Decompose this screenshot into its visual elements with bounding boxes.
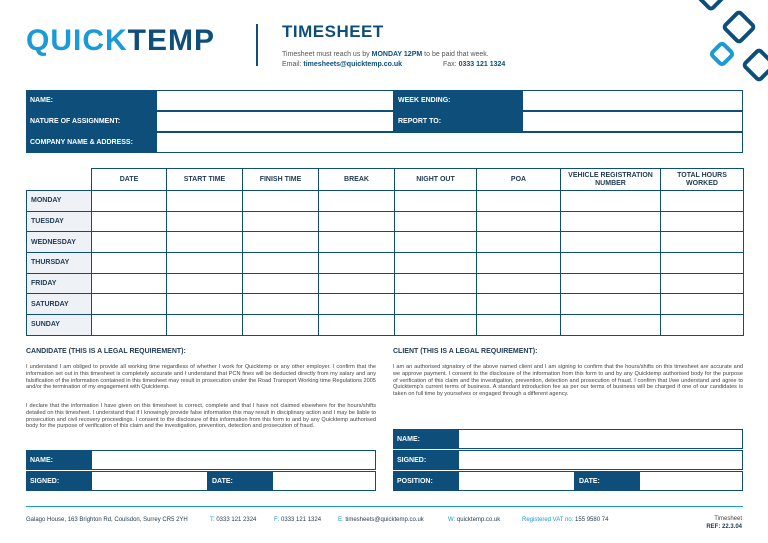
client-date-label: DATE: (575, 471, 639, 491)
table-cell[interactable] (167, 191, 243, 212)
table-cell[interactable] (477, 191, 561, 212)
footer-email (338, 517, 424, 523)
col-vehicle-reg: VEHICLE REGISTRATION NUMBER (561, 169, 661, 191)
candidate-para-1: I understand I am obliged to provide all working time regardless of whether I work for Quicktemp or any other employer. I confirm that the information set out in this timesheet is completely accurate and I understand that PCN fines will be deducted directly from my salary and any falsification of the information contained in this timesheet may result in prosecution under the Road Transport Working time Regulations 2005 and/or the termination of my engagement with Quicktemp. (26, 364, 376, 391)
table-cell[interactable] (243, 294, 319, 315)
table-cell[interactable] (661, 315, 744, 336)
col-break: BREAK (319, 169, 395, 191)
table-cell[interactable] (167, 253, 243, 274)
client-date-field[interactable] (639, 471, 743, 491)
table-row (27, 294, 744, 315)
table-cell[interactable] (243, 253, 319, 274)
client-signed-row (393, 450, 743, 470)
client-name-label: NAME: (393, 429, 458, 449)
week-ending-label: WEEK ENDING: (394, 90, 522, 111)
client-name-field[interactable] (458, 429, 743, 449)
table-cell[interactable] (243, 273, 319, 294)
table-cell[interactable] (395, 253, 477, 274)
page-title: TIMESHEET (282, 22, 384, 41)
footer-tel-label: T: (210, 517, 215, 523)
nature-field[interactable] (156, 111, 394, 132)
decor-square-1 (695, 0, 726, 13)
client-signed-label: SIGNED: (393, 450, 458, 470)
deadline-day: MONDAY 12PM (371, 51, 423, 58)
table-cell[interactable] (167, 273, 243, 294)
table-row (27, 253, 744, 274)
footer-web-label: W: (448, 517, 456, 523)
table-cell[interactable] (661, 253, 744, 274)
info-row-company (26, 132, 743, 153)
table-row (27, 232, 744, 253)
day-label: WEDNESDAY (27, 232, 92, 253)
footer-web (448, 517, 500, 523)
deadline-note (282, 51, 489, 58)
table-cell[interactable] (561, 315, 661, 336)
table-cell[interactable] (243, 315, 319, 336)
company-label: COMPANY NAME & ADDRESS: (26, 132, 156, 153)
candidate-signed-row (26, 471, 376, 491)
footer-address: Galago House, 163 Brighton Rd, Coulsdon, Surrey CR5 2YH (26, 517, 188, 523)
table-cell[interactable] (167, 232, 243, 253)
week-ending-field[interactable] (522, 90, 743, 111)
quicktemp-logo (26, 26, 215, 56)
table-cell[interactable] (561, 232, 661, 253)
table-cell[interactable] (477, 211, 561, 232)
table-cell[interactable] (561, 253, 661, 274)
header-email-value: timesheets@quicktemp.co.uk (303, 61, 403, 68)
logo-quick: QUICK (26, 24, 128, 57)
table-cell[interactable] (319, 211, 395, 232)
logo-temp: TEMP (127, 24, 216, 57)
report-to-label: REPORT TO: (394, 111, 522, 132)
col-date: DATE (92, 169, 167, 191)
table-cell[interactable] (92, 273, 167, 294)
table-cell[interactable] (561, 294, 661, 315)
table-row (27, 273, 744, 294)
footer-divider (26, 506, 743, 507)
info-row-name (26, 90, 743, 111)
candidate-para-2: I declare that the information I have given on this timesheet is correct, complete and that I have not claimed elsewhere for the hours/shifts detailed on this timesheet. I understand that if I knowingly provide false information this may result in disciplinary action and I may be liable to prosecution and civil recovery proceedings. I consent to the disclosure of this information from this form to and by any Quicktemp authorised body for the purpose of verification of this claim and the investigation, prevention, detection and prosecution of fraud. (26, 403, 376, 430)
client-position-label: POSITION: (393, 471, 458, 491)
table-cell[interactable] (661, 211, 744, 232)
day-label: FRIDAY (27, 273, 92, 294)
footer-vat-label: Registered VAT no: (522, 517, 574, 523)
header-email (282, 61, 402, 68)
col-finish-time: FINISH TIME (243, 169, 319, 191)
client-title: CLIENT (THIS IS A LEGAL REQUIREMENT): (393, 348, 538, 355)
table-cell[interactable] (477, 315, 561, 336)
table-cell[interactable] (477, 273, 561, 294)
client-name-row (393, 429, 743, 449)
deadline-pre: Timesheet must reach us by (282, 51, 370, 58)
col-poa: POA (477, 169, 561, 191)
col-total-hours: TOTAL HOURS WORKED (661, 169, 744, 191)
day-label: SATURDAY (27, 294, 92, 315)
footer-ref-value: REF: 22.3.04 (706, 523, 742, 530)
day-label: TUESDAY (27, 211, 92, 232)
candidate-title: CANDIDATE (THIS IS A LEGAL REQUIREMENT): (26, 348, 186, 355)
table-cell[interactable] (92, 315, 167, 336)
decor-square-4 (741, 47, 768, 84)
candidate-name-row (26, 450, 376, 470)
table-cell[interactable] (395, 211, 477, 232)
client-signed-field[interactable] (458, 450, 743, 470)
table-cell[interactable] (92, 232, 167, 253)
name-label: NAME: (26, 90, 156, 111)
table-cell[interactable] (661, 232, 744, 253)
header-fax-label: Fax: (443, 61, 457, 68)
table-cell[interactable] (92, 294, 167, 315)
footer-fax (274, 517, 321, 523)
decor-square-3 (708, 40, 736, 68)
table-cell[interactable] (561, 191, 661, 212)
header-fax-value: 0333 121 1324 (458, 61, 506, 68)
col-start-time: START TIME (167, 169, 243, 191)
footer-fax-value: 0333 121 1324 (281, 517, 322, 523)
candidate-signed-field[interactable] (91, 471, 208, 491)
table-cell[interactable] (92, 253, 167, 274)
table-corner (27, 169, 92, 191)
header-email-label: Email: (282, 61, 302, 68)
table-cell[interactable] (319, 315, 395, 336)
table-cell[interactable] (92, 191, 167, 212)
footer-ref-label: Timesheet (714, 516, 742, 522)
table-cell[interactable] (395, 191, 477, 212)
footer-web-value: quicktemp.co.uk (456, 517, 501, 523)
company-field[interactable] (156, 132, 743, 153)
candidate-name-field[interactable] (91, 450, 376, 470)
table-cell[interactable] (477, 253, 561, 274)
info-row-nature (26, 111, 743, 132)
table-row (27, 191, 744, 212)
footer-vat-value: 155 9580 74 (575, 517, 609, 523)
table-cell[interactable] (661, 191, 744, 212)
table-cell[interactable] (319, 253, 395, 274)
table-cell[interactable] (167, 315, 243, 336)
table-cell[interactable] (243, 232, 319, 253)
table-cell[interactable] (661, 294, 744, 315)
candidate-signed-label: SIGNED: (26, 471, 91, 491)
day-label: MONDAY (27, 191, 92, 212)
candidate-date-label: DATE: (208, 471, 272, 491)
table-cell[interactable] (395, 273, 477, 294)
table-cell[interactable] (319, 273, 395, 294)
table-cell[interactable] (92, 211, 167, 232)
timesheet-table (26, 168, 744, 336)
table-row (27, 315, 744, 336)
table-cell[interactable] (319, 232, 395, 253)
candidate-date-field[interactable] (272, 471, 376, 491)
nature-label: NATURE OF ASSIGNMENT: (26, 111, 156, 132)
decor-square-2 (721, 9, 758, 46)
header-fax (443, 61, 505, 68)
header-divider (256, 24, 258, 66)
table-cell[interactable] (319, 294, 395, 315)
day-label: SUNDAY (27, 315, 92, 336)
table-header-row (27, 169, 744, 191)
name-field[interactable] (156, 90, 394, 111)
report-to-field[interactable] (522, 111, 743, 132)
table-cell[interactable] (561, 273, 661, 294)
deadline-post: to be paid that week. (424, 51, 489, 58)
table-cell[interactable] (395, 232, 477, 253)
client-position-field[interactable] (458, 471, 575, 491)
client-position-row (393, 471, 743, 491)
footer-ref (706, 516, 742, 532)
table-row (27, 211, 744, 232)
footer-email-label: E: (338, 517, 344, 523)
table-cell[interactable] (319, 191, 395, 212)
table-cell[interactable] (395, 294, 477, 315)
table-cell[interactable] (167, 211, 243, 232)
footer-vat (522, 517, 608, 523)
footer-tel-value: 0333 121 2324 (216, 517, 257, 523)
footer-fax-label: F: (274, 517, 280, 523)
day-label: THURSDAY (27, 253, 92, 274)
table-cell[interactable] (561, 211, 661, 232)
table-cell[interactable] (167, 294, 243, 315)
candidate-name-label: NAME: (26, 450, 91, 470)
table-cell[interactable] (661, 273, 744, 294)
footer-email-value: timesheets@quicktemp.co.uk (345, 517, 424, 523)
table-cell[interactable] (243, 191, 319, 212)
client-para-1: I am an authorised signatory of the above named client and I am signing to confirm that the hours/shifts on this timesheet are accurate and we approve payment. I consent to the disclosure of the information from this form to and by any Quicktemp authorised body for the purpose of verification of this claim and the investigation, prevention, detection and prosecution of fraud. I confirm that I/we understand and agree to Quicktemp's current terms of business. A standard introduction fee as per our terms of business will be charged if one of our candidates is taken on full time by yourselves or engaged through a different agency. (393, 364, 743, 398)
col-night-out: NIGHT OUT (395, 169, 477, 191)
table-cell[interactable] (395, 315, 477, 336)
assignment-info (26, 90, 743, 153)
footer-tel (210, 517, 256, 523)
table-cell[interactable] (243, 211, 319, 232)
table-cell[interactable] (477, 294, 561, 315)
table-cell[interactable] (477, 232, 561, 253)
